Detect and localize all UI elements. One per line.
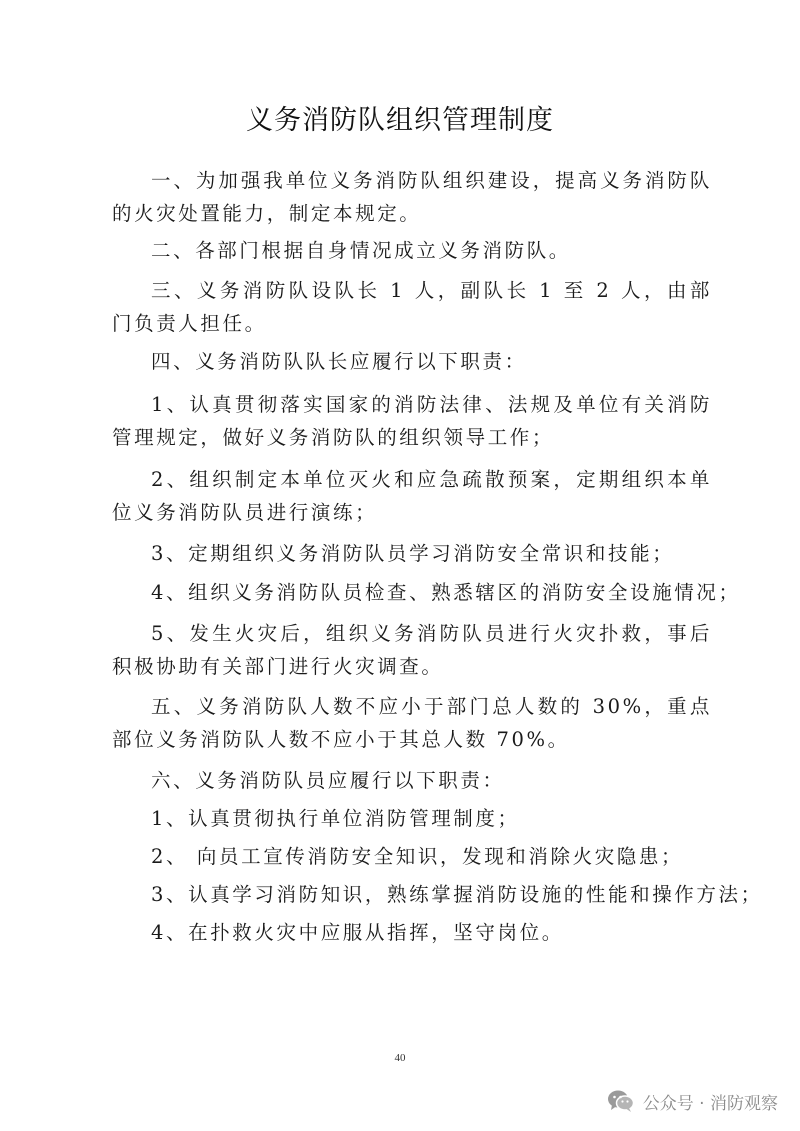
paragraph-12: 1、认真贯彻执行单位消防管理制度； — [151, 807, 520, 830]
watermark — [607, 1086, 778, 1116]
paragraph-4: 四、义务消防队队长应履行以下职责： — [151, 350, 527, 373]
paragraph-8: 4、组织义务消防队员检查、熟悉辖区的消防安全设施情况； — [151, 581, 741, 604]
wechat-icon — [607, 1089, 635, 1113]
page-number: 40 — [394, 1052, 406, 1064]
paragraph-6: 2、组织制定本单位灭火和应急疏散预案，定期组织本单位义务消防队员进行演练； — [112, 468, 712, 524]
paragraph-5: 1、认真贯彻落实国家的消防法律、法规及单位有关消防管理规定，做好义务消防队的组织领导工作； — [112, 393, 712, 449]
watermark-text: 公众号 · 消防观察 — [642, 1093, 778, 1114]
paragraph-7: 3、定期组织义务消防队员学习消防安全常识和技能； — [151, 542, 675, 565]
paragraph-2: 二、各部门根据自身情况成立义务消防队。 — [151, 239, 571, 262]
paragraph-1: 一、为加强我单位义务消防队组织建设，提高义务消防队的火灾处置能力，制定本规定。 — [112, 169, 712, 225]
paragraph-13: 2、 向员工宣传消防安全知识，发现和消除火灾隐患； — [151, 845, 684, 868]
paragraph-11: 六、义务消防队员应履行以下职责： — [151, 769, 505, 792]
paragraph-10: 五、义务消防队人数不应小于部门总人数的 30%，重点部位义务消防队人数不应小于其总人数 70%。 — [112, 695, 712, 751]
paragraph-9: 5、发生火灾后，组织义务消防队员进行火灾扑救，事后积极协助有关部门进行火灾调查。 — [112, 622, 712, 678]
paragraph-3: 三、义务消防队设队长 1 人，副队长 1 至 2 人，由部门负责人担任。 — [112, 279, 712, 335]
document-title: 义务消防队组织管理制度 — [246, 105, 554, 136]
paragraph-14: 3、认真学习消防知识，熟练掌握消防设施的性能和操作方法； — [151, 883, 763, 906]
paragraph-15: 4、在扑救火灾中应服从指挥，坚守岗位。 — [151, 921, 564, 944]
